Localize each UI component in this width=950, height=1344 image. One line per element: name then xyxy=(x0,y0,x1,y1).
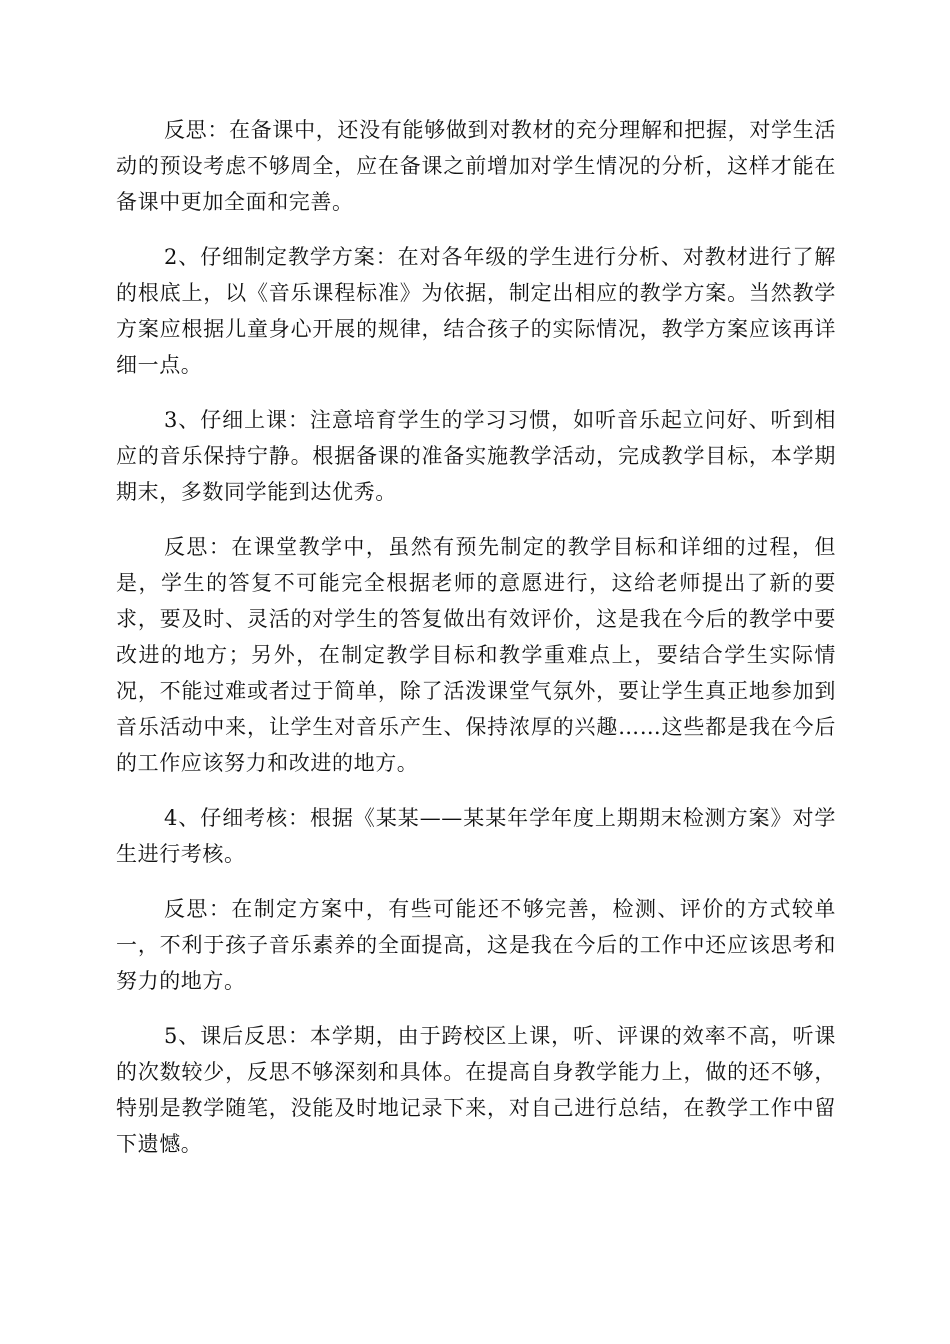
document-body xyxy=(116,112,836,1181)
paragraph-class-teaching: 3、仔细上课：注意培育学生的学习习惯，如听音乐起立问好、听到相应的音乐保持宁静。根据备课的准备实施教学活动，完成教学目标，本学期期末，多数同学能到达优秀。 xyxy=(116,408,836,504)
paragraph-assessment: 4、仔细考核：根据《某某——某某年学年度上期期末检测方案》对学生进行考核。 xyxy=(116,806,836,866)
paragraph-teaching-plan: 2、仔细制定教学方案：在对各年级的学生进行分析、对教材进行了解的根底上，以《音乐课程标准》为依据，制定出相应的教学方案。当然教学方案应根据儿童身心开展的规律，结合孩子的实际情况，教学方案应该再详细一点。 xyxy=(116,245,836,377)
paragraph-reflection-assessment: 反思：在制定方案中，有些可能还不够完善，检测、评价的方式较单一，不利于孩子音乐素养的全面提高，这是我在今后的工作中还应该思考和努力的地方。 xyxy=(116,897,836,993)
paragraph-reflection-classroom: 反思：在课堂教学中，虽然有预先制定的教学目标和详细的过程，但是，学生的答复不可能完全根据老师的意愿进行，这给老师提出了新的要求，要及时、灵活的对学生的答复做出有效评价，这是我在今后的教学中要改进的地方；另外，在制定教学目标和教学重难点上，要结合学生实际情况，不能过难或者过于简单，除了活泼课堂气氛外，要让学生真正地参加到音乐活动中来，让学生对音乐产生、保持浓厚的兴趣……这些都是我在今后的工作应该努力和改进的地方。 xyxy=(116,535,836,775)
paragraph-reflection-lesson-prep: 反思：在备课中，还没有能够做到对教材的充分理解和把握，对学生活动的预设考虑不够周全，应在备课之前增加对学生情况的分析，这样才能在备课中更加全面和完善。 xyxy=(116,118,836,214)
paragraph-after-class-reflection: 5、课后反思：本学期，由于跨校区上课，听、评课的效率不高，听课的次数较少，反思不够深刻和具体。在提高自身教学能力上，做的还不够，特别是教学随笔，没能及时地记录下来，对自己进行总结，在教学工作中留下遗憾。 xyxy=(116,1024,836,1156)
